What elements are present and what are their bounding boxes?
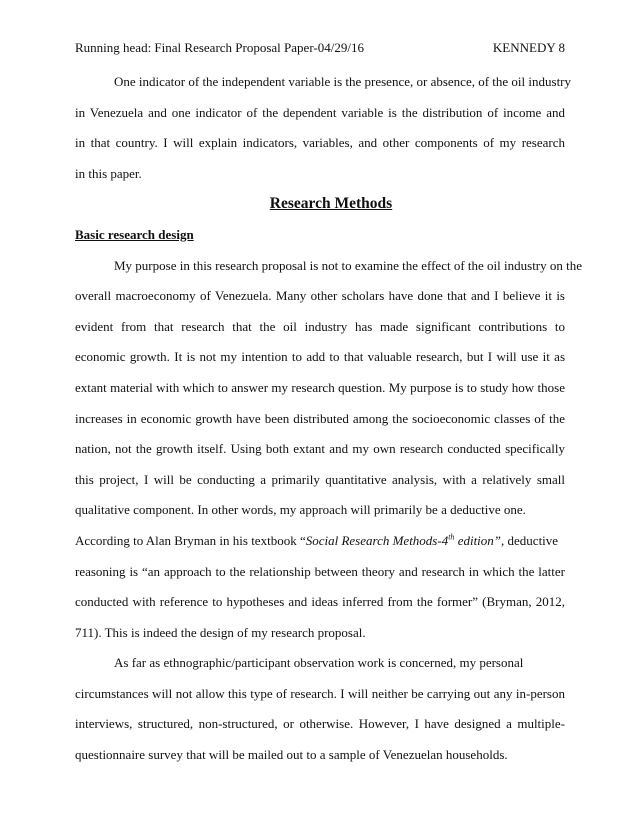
text-line: in that country. I will explain indicators, variables, and other components of my research	[75, 135, 565, 151]
text-line: circumstances will not allow this type of research. I will neither be carrying out any in-person	[75, 685, 565, 701]
document-body	[75, 67, 583, 771]
section-title: Research Methods	[269, 195, 393, 213]
citation-trail-text: , deductive	[501, 532, 559, 548]
ethnographic-paragraph	[75, 648, 565, 770]
book-title	[306, 533, 501, 548]
text-line: this project, I will be conducting a primarily quantitative analysis, with a relatively small	[75, 471, 565, 487]
text-line: questionnaire survey that will be mailed out to a sample of Venezuelan households.	[75, 747, 508, 763]
subheading: Basic research design	[75, 226, 194, 242]
intro-paragraph	[75, 67, 572, 189]
text-line: interviews, structured, non-structured, or otherwise. However, I have designed a multiple-	[75, 716, 565, 732]
text-line-citation	[75, 526, 565, 557]
text-line: evident from that research that the oil industry has made significant contributions to	[75, 318, 565, 334]
research-design-paragraph	[75, 251, 583, 649]
text-line: My purpose in this research proposal is not to examine the effect of the oil industry on the	[114, 257, 583, 273]
text-line: in Venezuela and one indicator of the dependent variable is the distribution of income and	[75, 104, 565, 120]
text-line: nation, not the growth itself. Using both extant and my own research conducted specifically	[75, 441, 565, 457]
text-line: economic growth. It is not my intention to add to that valuable research, but I will use it as	[75, 349, 565, 365]
page-number-label: KENNEDY 8	[492, 40, 565, 55]
running-head: Running head: Final Research Proposal Paper-04/29/16	[75, 40, 364, 55]
book-title-text: Social Research Methods-4	[305, 532, 449, 548]
text-line: overall macroeconomy of Venezuela. Many other scholars have done that and I believe it is	[75, 288, 565, 304]
text-line: One indicator of the independent variable is the presence, or absence, of the oil industry	[114, 74, 572, 89]
text-line: reasoning is “an approach to the relationship between theory and research in which the latter	[75, 563, 565, 579]
text-line: qualitative component. In other words, my approach will primarily be a deductive one.	[75, 502, 526, 518]
ordinal-superscript: th	[448, 532, 455, 542]
text-line: in this paper.	[75, 165, 142, 181]
text-line: extant material with which to answer my research question. My purpose is to study how those	[75, 379, 565, 395]
text-line: As far as ethnographic/participant observation work is concerned, my personal	[114, 655, 524, 671]
text-line: conducted with reference to hypotheses and ideas inferred from the former” (Bryman, 2012,	[75, 594, 565, 610]
text-line: increases in economic growth have been distributed among the socioeconomic classes of the	[75, 410, 565, 426]
book-title-edition: edition”	[454, 532, 502, 548]
citation-lead-text: According to Alan Bryman in his textbook “	[75, 532, 306, 548]
text-line: 711). This is indeed the design of my research proposal.	[75, 624, 366, 640]
